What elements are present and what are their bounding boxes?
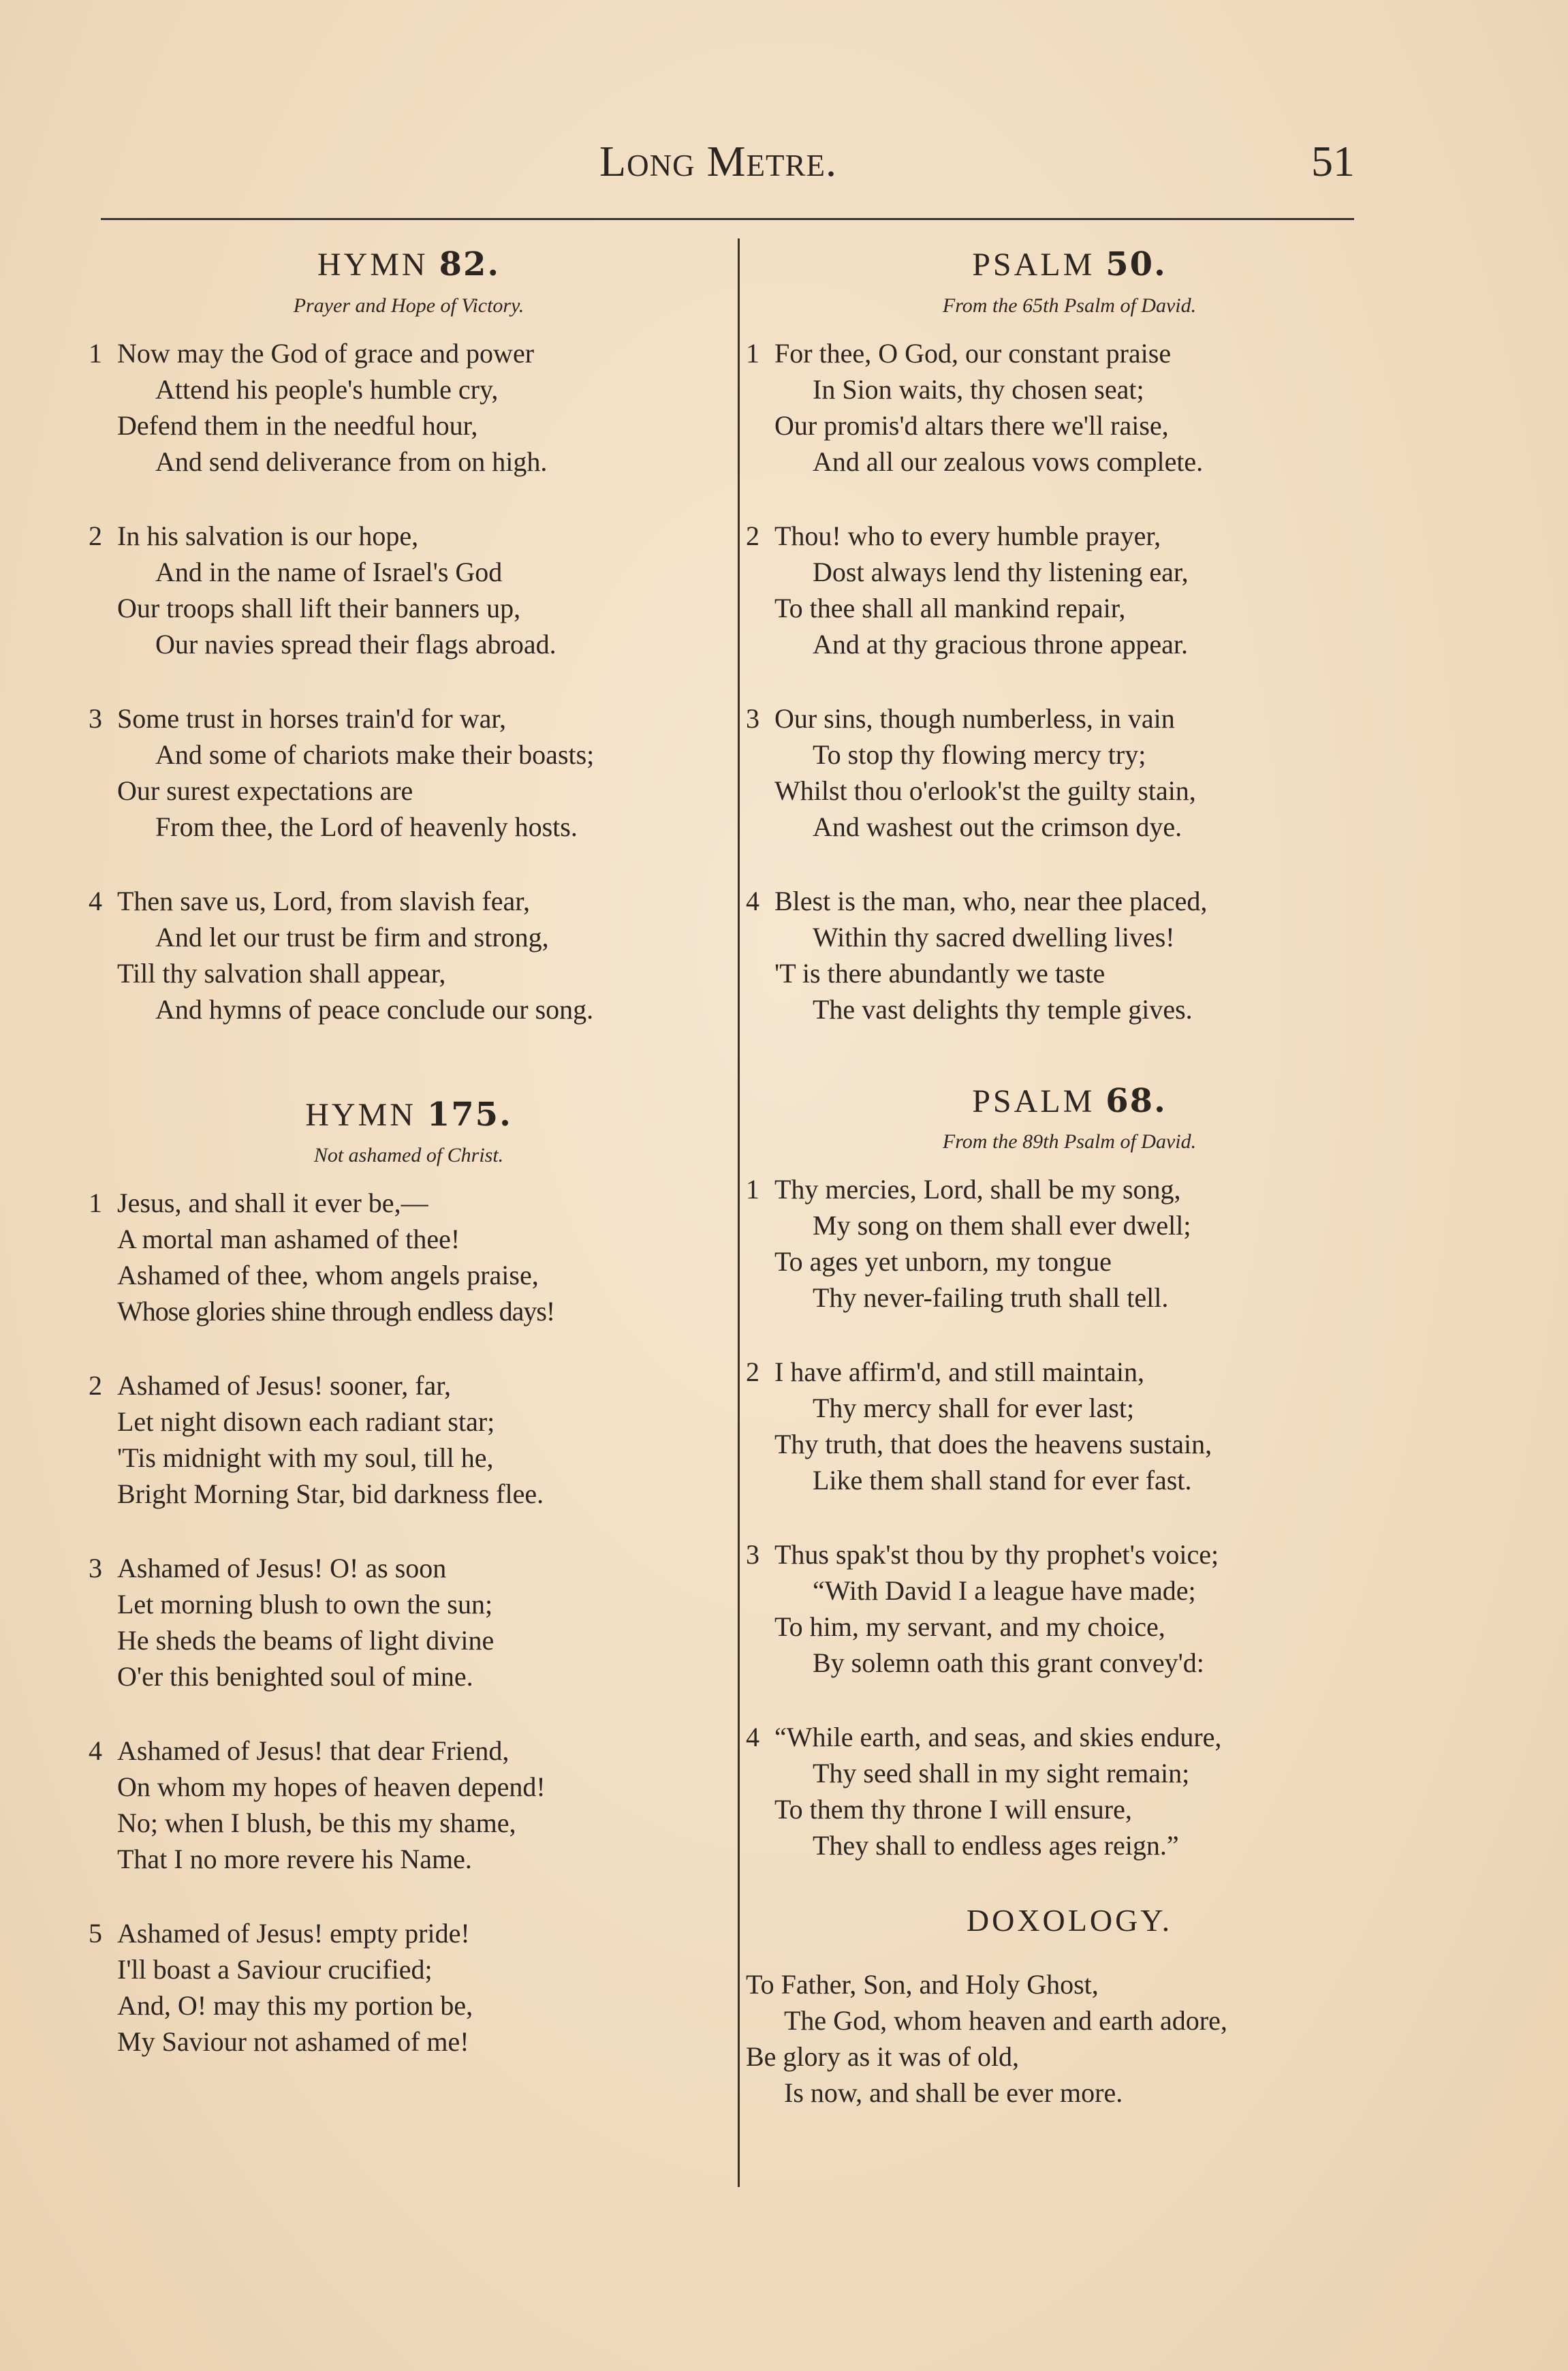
verse-line: Ashamed of Jesus! that dear Friend, (117, 1735, 509, 1767)
stanza-number: 4 (89, 885, 102, 916)
header-rule (101, 218, 1354, 220)
verse-line: And in the name of Israel's God (155, 556, 503, 587)
hymn-175 (89, 1096, 729, 2060)
verse-line: Thy mercies, Lord, shall be my song, (774, 1174, 1181, 1205)
stanza (89, 1367, 729, 1512)
stanza (89, 883, 729, 1027)
doxology (746, 1902, 1393, 2111)
running-header: Long Metre. (599, 137, 837, 185)
stanza (746, 335, 1393, 480)
stanza-number: 1 (746, 1174, 759, 1205)
psalm-subtitle: From the 89th Psalm of David. (942, 1130, 1197, 1153)
verse-line: I have affirm'd, and still maintain, (774, 1357, 1144, 1388)
hymn-82 (89, 245, 729, 1027)
hymn-subtitle: Not ashamed of Christ. (313, 1144, 504, 1167)
verse-line: Thus spak'st thou by thy prophet's voice; (774, 1539, 1219, 1570)
psalm-number: 50. (1106, 245, 1167, 283)
verse-line: From thee, the Lord of heavenly hosts. (155, 811, 578, 842)
stanza-number: 3 (746, 702, 759, 734)
psalm-title-prefix: PSALM (972, 1083, 1095, 1119)
verse-line: Ashamed of Jesus! empty pride! (117, 1918, 470, 1949)
verse-line: Let morning blush to own the sun; (117, 1589, 493, 1620)
stanza-number: 2 (746, 520, 759, 551)
stanza (746, 1536, 1393, 1681)
hymn-title-prefix: HYMN (317, 247, 428, 283)
verse-line: Our troops shall lift their banners up, (117, 592, 521, 623)
stanza (746, 518, 1393, 662)
verse-line: Our navies spread their flags abroad. (155, 628, 556, 660)
verse-line: Blest is the man, who, near thee placed, (774, 885, 1208, 916)
verse-line: Whose glories shine through endless days! (117, 1296, 555, 1327)
verse-line: The God, whom heaven and earth adore, (784, 2005, 1227, 2036)
stanza-number: 1 (746, 337, 759, 369)
verse-line: Bright Morning Star, bid darkness flee. (117, 1478, 544, 1510)
column-divider (738, 238, 740, 2187)
verse-line: To ages yet unborn, my tongue (774, 1246, 1112, 1277)
verse-line: Then save us, Lord, from slavish fear, (117, 885, 530, 916)
hymn-title (89, 245, 729, 285)
hymn-number: 175. (426, 1095, 512, 1134)
verse-line: Our sins, though numberless, in vain (774, 702, 1175, 734)
verse-line: And hymns of peace conclude our song. (155, 993, 594, 1025)
verse-line: For thee, O God, our constant praise (774, 337, 1172, 369)
stanza (89, 700, 729, 845)
page-number: 51 (1311, 137, 1355, 185)
verse-line: They shall to endless ages reign.” (813, 1830, 1179, 1861)
psalm-title (746, 245, 1393, 285)
verse-line: Within thy sacred dwelling lives! (813, 921, 1175, 952)
psalm-title (746, 1082, 1393, 1121)
verse-line: The vast delights thy temple gives. (813, 993, 1193, 1025)
verse-line: 'T is there abundantly we taste (774, 957, 1106, 989)
verse-line: Thy never-failing truth shall tell. (813, 1282, 1169, 1314)
stanza (746, 1171, 1393, 1316)
verse-line: On whom my hopes of heaven depend! (117, 1771, 546, 1803)
stanza (89, 1733, 729, 1877)
stanza (89, 1550, 729, 1694)
stanza (89, 1915, 729, 2060)
verse-line: My Saviour not ashamed of me! (117, 2026, 469, 2058)
verse-line: Attend his people's humble cry, (155, 373, 499, 405)
stanza-number: 2 (746, 1357, 759, 1388)
verse-line: He sheds the beams of light divine (117, 1625, 495, 1656)
verse-line: Let night disown each radiant star; (117, 1406, 495, 1438)
verse-line: Jesus, and shall it ever be,— (117, 1188, 428, 1219)
verse-line: And washest out the crimson dye. (813, 811, 1182, 842)
psalm-title-prefix: PSALM (972, 247, 1095, 283)
stanza (746, 1354, 1393, 1498)
verse-line: My song on them shall ever dwell; (813, 1210, 1191, 1241)
verse-line: Dost always lend thy listening ear, (813, 556, 1189, 587)
psalm-50 (746, 245, 1393, 1027)
stanza-number: 4 (746, 885, 759, 916)
verse-line: No; when I blush, be this my shame, (117, 1808, 516, 1839)
verse-line: Is now, and shall be ever more. (784, 2077, 1123, 2109)
verse-line: Ashamed of Jesus! sooner, far, (117, 1370, 451, 1401)
verse-line: By solemn oath this grant convey'd: (813, 1647, 1204, 1679)
hymn-number: 82. (439, 245, 501, 283)
verse-line: Our surest expectations are (117, 775, 413, 806)
verse-line: Our promis'd altars there we'll raise, (774, 409, 1169, 441)
verse-line: Ashamed of Jesus! O! as soon (117, 1553, 447, 1584)
hymn-subtitle: Prayer and Hope of Victory. (293, 294, 524, 317)
verse-line: To them thy throne I will ensure, (774, 1794, 1132, 1825)
verse-line: To stop thy flowing mercy try; (813, 739, 1146, 770)
stanza-number: 3 (89, 1553, 102, 1584)
verse-line: And at thy gracious throne appear. (813, 628, 1188, 660)
verse-line: To him, my servant, and my choice, (774, 1611, 1165, 1643)
verse-line: In his salvation is our hope, (117, 520, 419, 551)
verse-line: And all our zealous vows complete. (813, 446, 1204, 477)
verse-line: Whilst thou o'erlook'st the guilty stain, (774, 775, 1196, 806)
verse-line: In Sion waits, thy chosen seat; (813, 373, 1144, 405)
verse-line: Ashamed of thee, whom angels praise, (117, 1260, 539, 1291)
verse-line: Till thy salvation shall appear, (117, 957, 446, 989)
verse-line: Thou! who to every humble prayer, (774, 520, 1161, 551)
verse-line: “While earth, and seas, and skies endure, (774, 1722, 1222, 1753)
stanza (746, 700, 1393, 845)
verse-line: And let our trust be firm and strong, (155, 921, 549, 952)
stanza (89, 518, 729, 662)
verse-line: Be glory as it was of old, (746, 2041, 1020, 2073)
verse-line: Now may the God of grace and power (117, 337, 535, 369)
verse-line: Thy mercy shall for ever last; (813, 1393, 1135, 1424)
stanza (89, 1185, 729, 1329)
stanza (746, 1719, 1393, 1863)
verse-line: And some of chariots make their boasts; (155, 739, 595, 770)
stanza (746, 883, 1393, 1027)
psalm-number: 68. (1106, 1081, 1167, 1120)
stanza-number: 1 (89, 337, 102, 369)
doxology-title: DOXOLOGY. (966, 1903, 1173, 1938)
verse-line: O'er this benighted soul of mine. (117, 1661, 473, 1692)
hymn-title-prefix: HYMN (305, 1096, 416, 1133)
verse-line: Thy seed shall in my sight remain; (813, 1758, 1190, 1789)
stanza-number: 3 (89, 702, 102, 734)
psalm-subtitle: From the 65th Psalm of David. (942, 294, 1197, 317)
stanza-number: 5 (89, 1918, 102, 1949)
verse-line: 'Tis midnight with my soul, till he, (117, 1442, 494, 1474)
verse-line: Thy truth, that does the heavens sustain, (774, 1429, 1212, 1460)
left-column (89, 245, 729, 2060)
hymn-title (89, 1096, 729, 1135)
verse-line: I'll boast a Saviour crucified; (117, 1954, 433, 1985)
verse-line: And, O! may this my portion be, (117, 1990, 473, 2021)
stanza-number: 4 (89, 1735, 102, 1767)
verse-line: Some trust in horses train'd for war, (117, 702, 507, 734)
verse-line: And send deliverance from on high. (155, 446, 548, 477)
stanza (89, 335, 729, 480)
stanza-number: 2 (89, 520, 102, 551)
right-column (746, 245, 1393, 2111)
stanza-number: 2 (89, 1370, 102, 1401)
verse-line: To thee shall all mankind repair, (774, 592, 1126, 623)
psalm-68 (746, 1082, 1393, 1864)
verse-line: That I no more revere his Name. (117, 1844, 472, 1875)
verse-line: “With David I a league have made; (813, 1575, 1196, 1607)
verse-line: To Father, Son, and Holy Ghost, (746, 1969, 1099, 2000)
verse-line: Like them shall stand for ever fast. (813, 1465, 1192, 1496)
verse-line: A mortal man ashamed of thee! (117, 1224, 460, 1255)
stanza-number: 3 (746, 1539, 759, 1570)
stanza-number: 4 (746, 1722, 759, 1753)
stanza-number: 1 (89, 1188, 102, 1219)
verse-line: Defend them in the needful hour, (117, 409, 478, 441)
